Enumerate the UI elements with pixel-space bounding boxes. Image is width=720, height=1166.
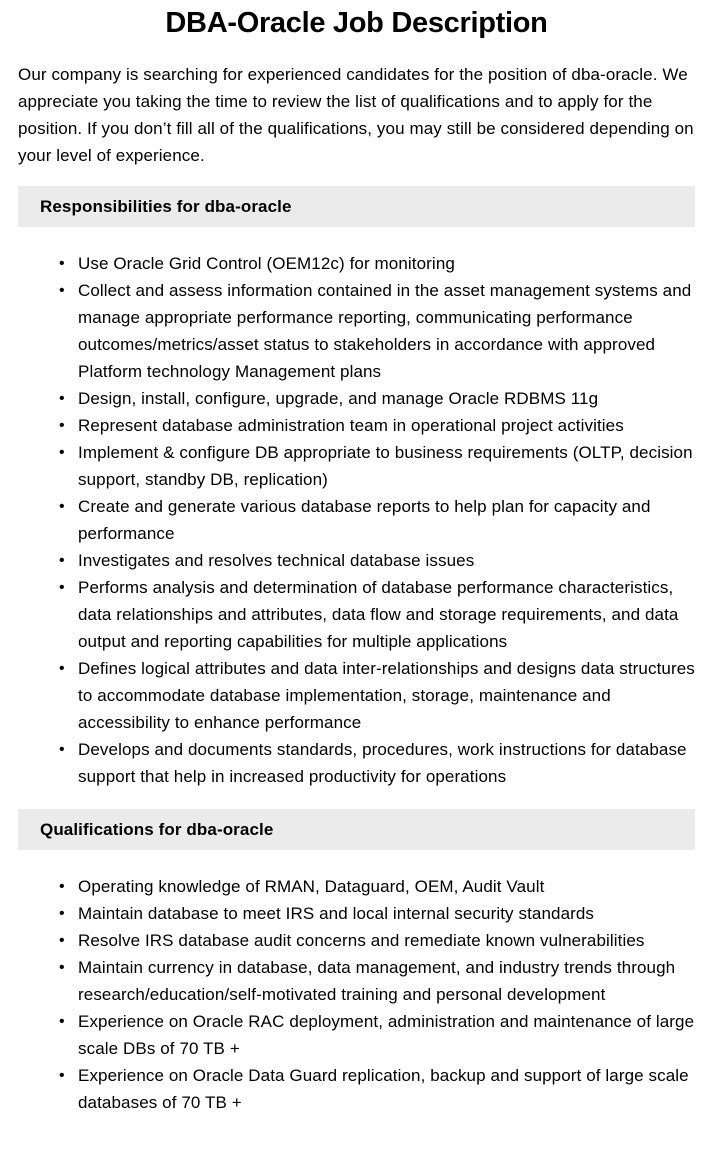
section-heading: Qualifications for dba-oracle xyxy=(18,809,695,850)
bullet-item: • Design, install, configure, upgrade, and manage Oracle RDBMS 11g xyxy=(78,385,695,412)
bullet-list xyxy=(18,250,695,790)
job-section xyxy=(18,809,695,1116)
bullet-list xyxy=(18,873,695,1116)
job-description-page xyxy=(0,6,720,1156)
bullet-item: • Use Oracle Grid Control (OEM12c) for monitoring xyxy=(78,250,695,277)
bullet-item: • Investigates and resolves technical database issues xyxy=(78,547,695,574)
bullet-item: • Experience on Oracle RAC deployment, administration and maintenance of large scale DBs of 70 TB + xyxy=(78,1008,695,1062)
bullet-item: • Collect and assess information contained in the asset management systems and manage appropriate performance reporting, communicating performance outcomes/metrics/asset status to stakeholders in accordance with approved Platform technology Management plans xyxy=(78,277,695,385)
bullet-item: • Implement & configure DB appropriate to business requirements (OLTP, decision support, standby DB, replication) xyxy=(78,439,695,493)
sections-container xyxy=(18,186,695,1116)
bullet-item: • Experience on Oracle Data Guard replication, backup and support of large scale databases of 70 TB + xyxy=(78,1062,695,1116)
section-heading: Responsibilities for dba-oracle xyxy=(18,186,695,227)
job-section xyxy=(18,186,695,790)
bullet-item: • Represent database administration team in operational project activities xyxy=(78,412,695,439)
page-title: DBA-Oracle Job Description xyxy=(165,7,548,39)
bullet-item: • Create and generate various database reports to help plan for capacity and performance xyxy=(78,493,695,547)
bullet-item: • Defines logical attributes and data inter-relationships and designs data structures to accommodate database implementation, storage, maintenance and accessibility to enhance performance xyxy=(78,655,695,736)
bullet-item: • Operating knowledge of RMAN, Dataguard, OEM, Audit Vault xyxy=(78,873,695,900)
bullet-item: • Performs analysis and determination of database performance characteristics, data relationships and attributes, data flow and storage requirements, and data output and reporting capabilities for multiple applications xyxy=(78,574,695,655)
bullet-item: • Develops and documents standards, procedures, work instructions for database support that help in increased productivity for operations xyxy=(78,736,695,790)
bullet-item: • Maintain currency in database, data management, and industry trends through research/education/self-motivated training and personal development xyxy=(78,954,695,1008)
bullet-item: • Maintain database to meet IRS and local internal security standards xyxy=(78,900,695,927)
bullet-item: • Resolve IRS database audit concerns and remediate known vulnerabilities xyxy=(78,927,695,954)
intro-paragraph: Our company is searching for experienced candidates for the position of dba-oracle. We appreciate you taking the time to review the list of qualifications and to apply for the position. If you don’t fill all of the qualifications, you may still be considered depending on your level of experience. xyxy=(18,65,694,165)
